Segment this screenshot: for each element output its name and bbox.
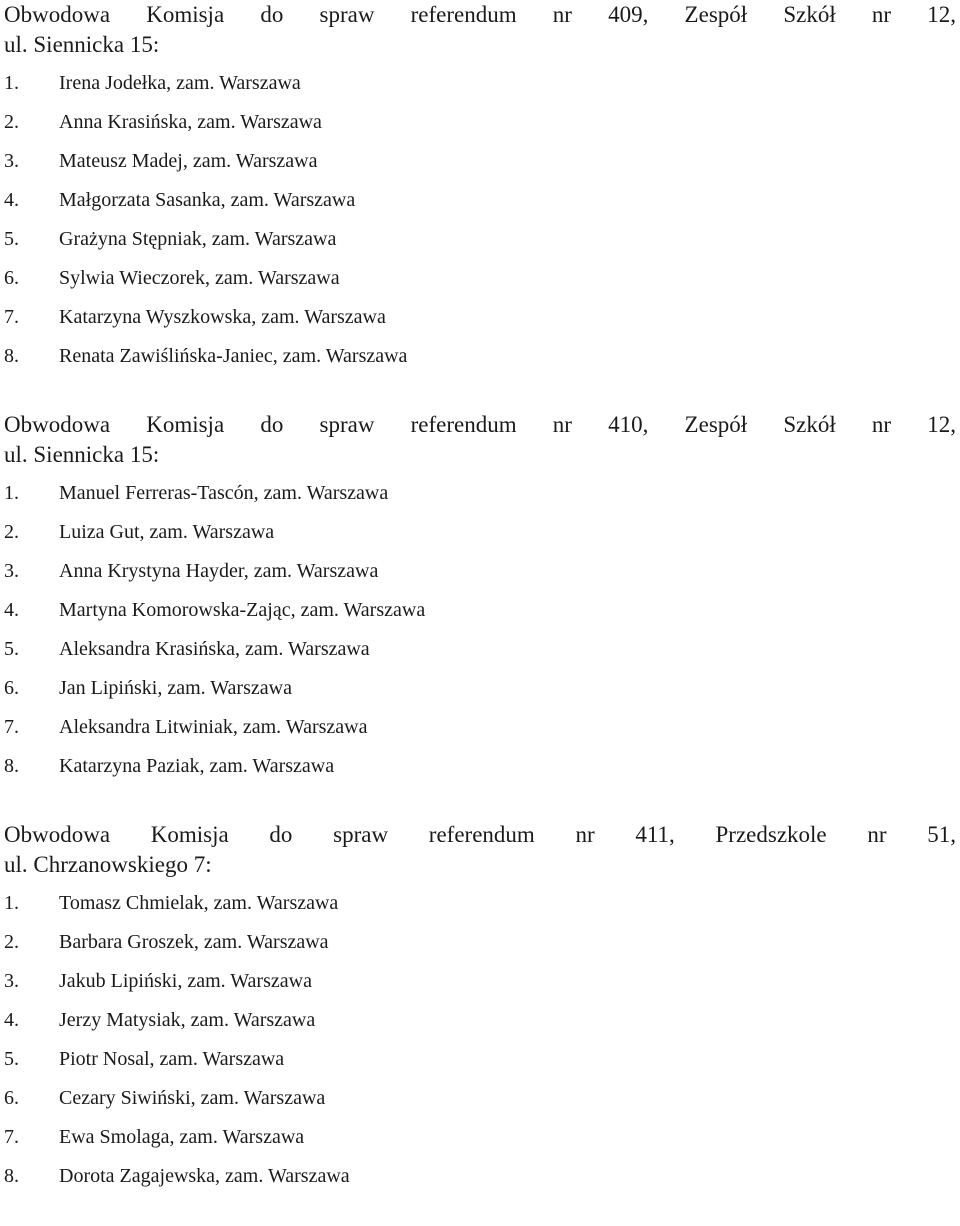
list-item: [4, 884, 956, 923]
list-item: [4, 1079, 956, 1118]
list-number: 2.: [4, 931, 19, 953]
member-text: Dorota Zagajewska, zam. Warszawa: [59, 1165, 350, 1187]
commission-address: ul. Siennicka 15:: [4, 442, 160, 467]
list-number: 8.: [4, 755, 19, 777]
commission-heading: Obwodowa Komisja do spraw referendum nr 410, Zespół Szkół nr 12,: [4, 412, 956, 437]
member-text: Renata Zawiślińska-Janiec, zam. Warszawa: [59, 345, 408, 367]
list-item: [4, 962, 956, 1001]
list-item: [4, 298, 956, 337]
list-item: [4, 591, 956, 630]
list-item: [4, 64, 956, 103]
member-text: Martyna Komorowska-Zając, zam. Warszawa: [59, 599, 426, 621]
list-item: [4, 1157, 956, 1196]
commission-heading: Obwodowa Komisja do spraw referendum nr 409, Zespół Szkół nr 12,: [4, 2, 956, 27]
commission-411: [4, 820, 956, 1196]
list-item: [4, 747, 956, 786]
list-number: 1.: [4, 482, 19, 504]
list-number: 3.: [4, 150, 19, 172]
member-text: Aleksandra Krasińska, zam. Warszawa: [59, 638, 370, 660]
list-number: 2.: [4, 111, 19, 133]
list-item: [4, 1118, 956, 1157]
member-text: Anna Krystyna Hayder, zam. Warszawa: [59, 560, 379, 582]
list-item: [4, 923, 956, 962]
list-number: 7.: [4, 1126, 19, 1148]
list-item: [4, 1040, 956, 1079]
list-number: 7.: [4, 306, 19, 328]
member-text: Tomasz Chmielak, zam. Warszawa: [59, 892, 339, 914]
member-text: Piotr Nosal, zam. Warszawa: [59, 1048, 285, 1070]
member-list: [4, 64, 956, 376]
list-number: 4.: [4, 189, 19, 211]
member-text: Cezary Siwiński, zam. Warszawa: [59, 1087, 326, 1109]
member-text: Barbara Groszek, zam. Warszawa: [59, 931, 329, 953]
list-number: 5.: [4, 1048, 19, 1070]
member-text: Irena Jodełka, zam. Warszawa: [59, 72, 301, 94]
list-number: 7.: [4, 716, 19, 738]
list-item: [4, 708, 956, 747]
member-text: Manuel Ferreras-Tascón, zam. Warszawa: [59, 482, 389, 504]
member-text: Aleksandra Litwiniak, zam. Warszawa: [59, 716, 368, 738]
commission-410: [4, 410, 956, 786]
commission-409: [4, 0, 956, 376]
member-text: Małgorzata Sasanka, zam. Warszawa: [59, 189, 356, 211]
list-number: 5.: [4, 638, 19, 660]
list-number: 1.: [4, 72, 19, 94]
member-text: Grażyna Stępniak, zam. Warszawa: [59, 228, 337, 250]
member-text: Ewa Smolaga, zam. Warszawa: [59, 1126, 305, 1148]
member-text: Sylwia Wieczorek, zam. Warszawa: [59, 267, 340, 289]
list-item: [4, 1001, 956, 1040]
list-item: [4, 552, 956, 591]
commission-heading: Obwodowa Komisja do spraw referendum nr 411, Przedszkole nr 51,: [4, 822, 956, 847]
list-number: 2.: [4, 521, 19, 543]
member-text: Anna Krasińska, zam. Warszawa: [59, 111, 322, 133]
list-number: 5.: [4, 228, 19, 250]
member-list: [4, 884, 956, 1196]
member-text: Jakub Lipiński, zam. Warszawa: [59, 970, 312, 992]
list-number: 8.: [4, 345, 19, 367]
list-item: [4, 513, 956, 552]
list-number: 6.: [4, 267, 19, 289]
member-text: Luiza Gut, zam. Warszawa: [59, 521, 275, 543]
list-item: [4, 669, 956, 708]
member-text: Mateusz Madej, zam. Warszawa: [59, 150, 318, 172]
list-number: 8.: [4, 1165, 19, 1187]
list-item: [4, 337, 956, 376]
list-number: 4.: [4, 599, 19, 621]
member-text: Jan Lipiński, zam. Warszawa: [59, 677, 292, 699]
list-number: 3.: [4, 560, 19, 582]
commission-address: ul. Chrzanowskiego 7:: [4, 852, 212, 877]
member-text: Katarzyna Paziak, zam. Warszawa: [59, 755, 335, 777]
commission-address: ul. Siennicka 15:: [4, 32, 160, 57]
list-item: [4, 630, 956, 669]
list-number: 1.: [4, 892, 19, 914]
list-item: [4, 259, 956, 298]
list-number: 6.: [4, 1087, 19, 1109]
list-number: 3.: [4, 970, 19, 992]
member-text: Katarzyna Wyszkowska, zam. Warszawa: [59, 306, 386, 328]
member-list: [4, 474, 956, 786]
member-text: Jerzy Matysiak, zam. Warszawa: [59, 1009, 316, 1031]
list-item: [4, 474, 956, 513]
list-number: 4.: [4, 1009, 19, 1031]
list-item: [4, 220, 956, 259]
list-item: [4, 181, 956, 220]
list-number: 6.: [4, 677, 19, 699]
list-item: [4, 142, 956, 181]
list-item: [4, 103, 956, 142]
